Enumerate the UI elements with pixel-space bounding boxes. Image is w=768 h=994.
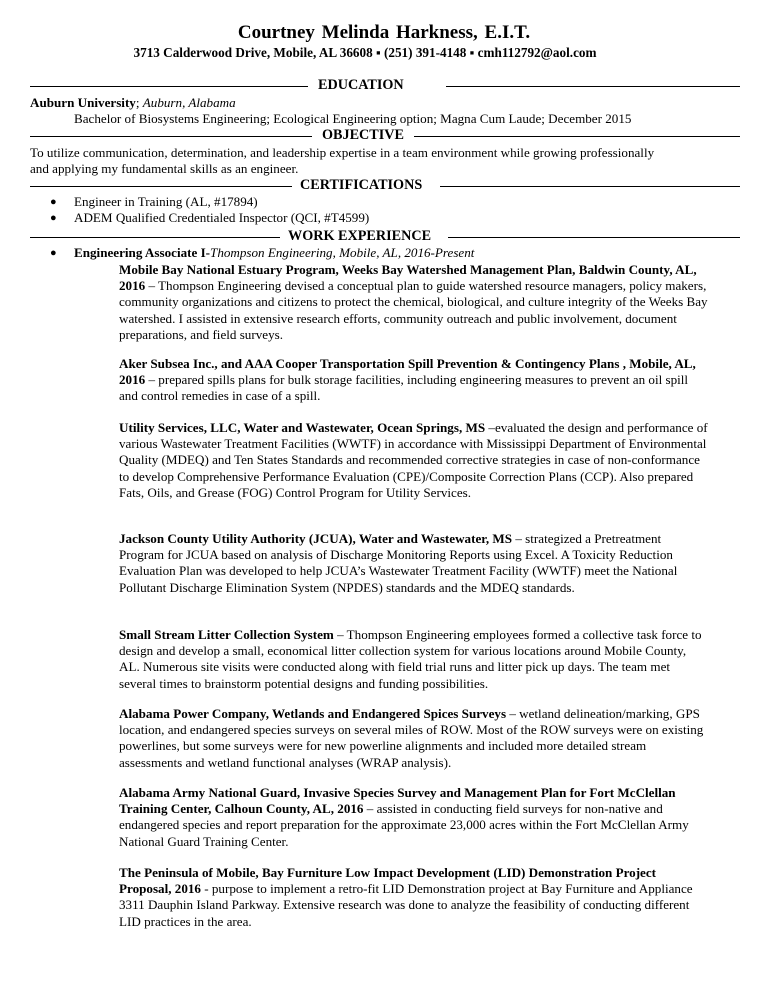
rule-right — [440, 186, 740, 187]
separator: ; — [135, 95, 143, 110]
project-heading: Mobile Bay National Estuary Program, Weeks Bay Watershed Management Plan, Baldwin County, AL, 2016 — [119, 262, 697, 294]
section-title: CERTIFICATIONS — [300, 177, 423, 193]
project-body: – strategized a Pretreatment Program for JCUA based on analysis of Discharge Monitoring Reports using Excel. A Toxicity Reduction Evaluation Plan was developed to help JCUA’s Wastewater Treatment Facility (WWTF) meet the National Pollutant Discharge Elimination System (NPDES) standards and the MDEQ standards. — [119, 531, 678, 595]
project-entry — [119, 356, 709, 405]
job-title-text — [74, 245, 474, 261]
rule-left — [30, 86, 308, 87]
section-education — [30, 77, 740, 95]
section-title: WORK EXPERIENCE — [288, 228, 432, 244]
section-work-experience — [30, 228, 740, 246]
project-heading: Jackson County Utility Authority (JCUA), Water and Wastewater, MS — [119, 531, 513, 546]
rule-right — [414, 136, 740, 137]
project-heading: Utility Services, LLC, Water and Wastewater, Ocean Springs, MS — [119, 420, 486, 435]
bullet-icon: ● — [50, 212, 57, 224]
rule-left — [30, 237, 280, 238]
project-body: - purpose to implement a retro-fit LID Demonstration project at Bay Furniture and Appliance 3311 Dauphin Island Parkway. Extensive research was done to analyze the feasibility of conducting different LID practices in the area. — [119, 881, 693, 929]
job-title: Engineering Associate I- — [74, 245, 211, 260]
project-entry — [119, 706, 709, 771]
project-heading: Alabama Army National Guard, Invasive Species Survey and Management Plan for Fort McClellan Training Center, Calhoun County, AL, 2016 — [119, 785, 676, 817]
project-body: – assisted in conducting field surveys for non-native and endangered species and report preparation for the approximate 23,000 acres within the Fort McClellan Army National Guard Training Center. — [119, 801, 689, 849]
school-location: Auburn, Alabama — [142, 95, 236, 110]
education-school-line — [30, 95, 236, 111]
rule-left — [30, 136, 312, 137]
project-entry — [119, 865, 709, 930]
project-body: – Thompson Engineering employees formed a collective task force to design and develop a small, economical litter collection system for various locations around Mobile County, AL. Numerous site visits were conducted along with field trial runs and litter pick up days. The team met several times to brainstorm potential designs and funding possibilities. — [119, 627, 702, 691]
school-name: Auburn University — [30, 95, 136, 110]
rule-right — [448, 237, 740, 238]
section-title: OBJECTIVE — [322, 127, 404, 143]
rule-right — [446, 86, 740, 87]
project-entry — [119, 785, 709, 850]
education-degree: Bachelor of Biosystems Engineering; Ecological Engineering option; Magna Cum Laude; December 2015 — [74, 111, 632, 126]
objective-line-1: To utilize communication, determination, and leadership expertise in a team environment while growing professionally — [30, 145, 655, 160]
project-body: – wetland delineation/marking, GPS location, and endangered species surveys on several miles of ROW. Most of the ROW surveys were on existing powerlines, but some surveys were for new powerline alignments and included more detailed stream assessments and wetland functional analyses (WRAP analysis). — [119, 706, 704, 770]
section-certifications — [30, 177, 740, 195]
section-objective — [30, 127, 740, 145]
project-entry — [119, 262, 709, 343]
section-title: EDUCATION — [318, 77, 404, 93]
project-body: – prepared spills plans for bulk storage facilities, including engineering measures to prevent an oil spill and control remedies in case of a spill. — [119, 372, 689, 404]
project-heading: Aker Subsea Inc., and AAA Cooper Transportation Spill Prevention & Contingency Plans , Mobile, AL, 2016 — [119, 356, 696, 388]
job-employer: Thompson Engineering, Mobile, AL, 2016-Present — [210, 245, 475, 260]
project-body: –evaluated the design and performance of various Wastewater Treatment Facilities (WWTF) in accordance with Mississippi Department of Environmental Quality (MDEQ) and Ten States Standards and recommended corrective strategies in case of non-conformance to develop Comprehensive Performance Evaluation (CPE)/Composite Correction Plans (CCP). Also prepared Fats, Oils, and Grease (FOG) Control Program for Utility Services. — [119, 420, 708, 500]
bullet-icon: ● — [50, 247, 57, 259]
project-heading: Alabama Power Company, Wetlands and Endangered Spices Surveys — [119, 706, 507, 721]
project-heading: The Peninsula of Mobile, Bay Furniture Low Impact Development (LID) Demonstration Project Proposal, 2016 — [119, 865, 657, 897]
contact-line: 3713 Calderwood Drive, Mobile, AL 36608 ▪ (251) 391-4148 ▪ cmh112792@aol.com — [133, 45, 597, 60]
project-entry — [119, 420, 709, 501]
project-entry — [119, 627, 709, 692]
certification-text: Engineer in Training (AL, #17894) — [74, 194, 258, 209]
project-entry — [119, 531, 709, 596]
certification-text: ADEM Qualified Credentialed Inspector (QCI, #T4599) — [74, 210, 370, 225]
project-heading: Small Stream Litter Collection System — [119, 627, 334, 642]
resume-name: Courtney Melinda Harkness, E.I.T. — [237, 22, 531, 43]
objective-line-2: and applying my fundamental skills as an engineer. — [30, 161, 299, 176]
rule-left — [30, 186, 292, 187]
project-body: – Thompson Engineering devised a conceptual plan to guide watershed resource managers, policy makers, community organizations and citizens to protect the chemical, biological, and culture integrity of the Weeks Bay watershed. I assisted in extensive research efforts, community outreach and public involvement, document preparations, and field surveys. — [119, 278, 708, 342]
bullet-icon: ● — [50, 196, 57, 208]
